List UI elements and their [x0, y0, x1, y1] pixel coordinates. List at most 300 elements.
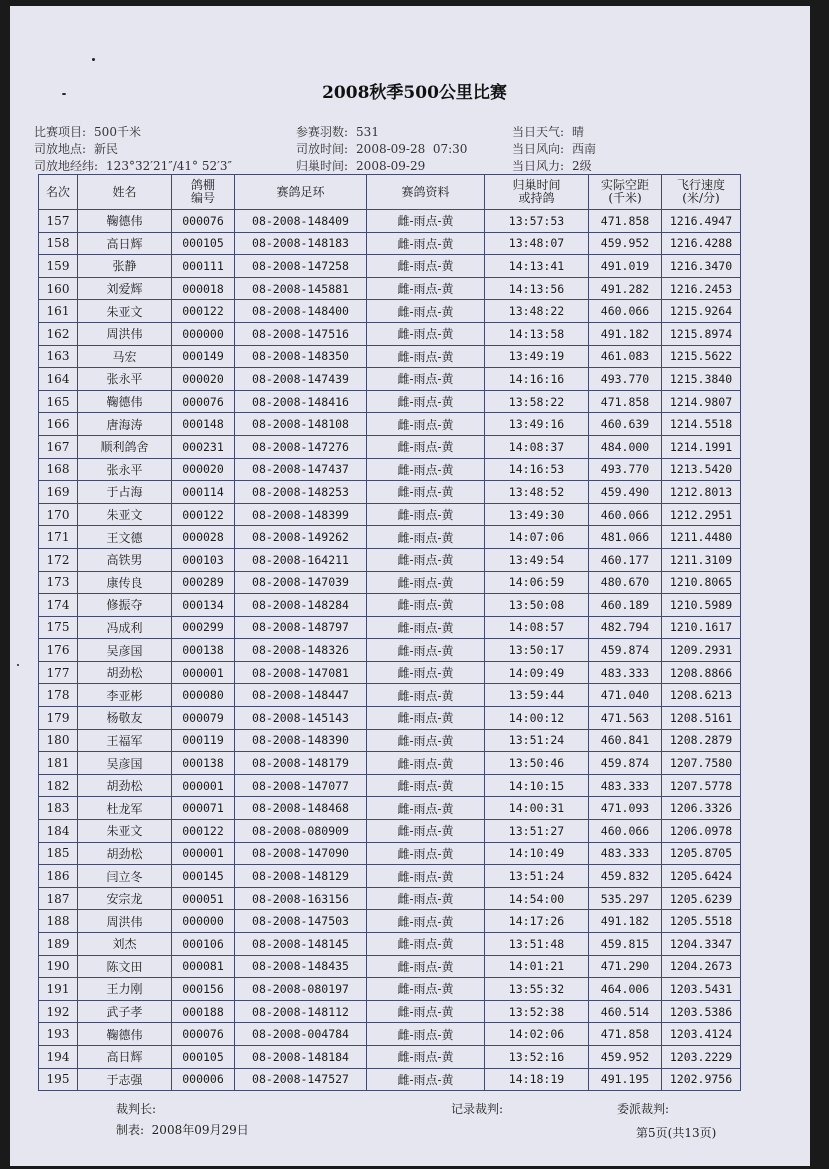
name-cell: 康传良: [78, 571, 172, 594]
table-row: [39, 820, 741, 843]
wind-direction-value: 西南: [572, 142, 597, 156]
desc-cell: 雌-雨点-黄: [367, 458, 485, 481]
time-cell: 13:59:44: [485, 684, 589, 707]
distance-cell: 471.858: [589, 210, 662, 233]
speed-header-line2: (米/分): [682, 191, 720, 205]
ring-cell: 08-2008-148112: [235, 1000, 367, 1023]
name-cell: 冯成利: [78, 616, 172, 639]
rank-cell: 191: [39, 978, 78, 1001]
time-cell: 14:18:19: [485, 1068, 589, 1091]
speed-cell: 1207.7580: [662, 752, 741, 775]
name-cell: 顺利鸽舍: [78, 435, 172, 458]
distance-cell: 460.514: [589, 1000, 662, 1023]
distance-cell: 459.490: [589, 481, 662, 504]
speed-cell: 1214.1991: [662, 435, 741, 458]
ring-cell: 08-2008-148400: [235, 300, 367, 323]
time-cell: 13:51:24: [485, 865, 589, 888]
time-header-line2: 或持鸽: [518, 191, 555, 205]
ring-cell: 08-2008-080197: [235, 978, 367, 1001]
rank-cell: 193: [39, 1023, 78, 1046]
loft-cell: 000006: [172, 1068, 235, 1091]
time-cell: 13:50:08: [485, 594, 589, 617]
time-cell: 13:49:19: [485, 345, 589, 368]
time-cell: 13:50:46: [485, 752, 589, 775]
ring-cell: 08-2008-148447: [235, 684, 367, 707]
speed-cell: 1204.3347: [662, 933, 741, 956]
ring-cell: 08-2008-148797: [235, 616, 367, 639]
time-header-line1: 归巢时间: [512, 178, 561, 192]
desc-cell: 雌-雨点-黄: [367, 1023, 485, 1046]
ring-cell: 08-2008-148253: [235, 481, 367, 504]
desc-cell: 雌-雨点-黄: [367, 639, 485, 662]
table-row: [39, 684, 741, 707]
name-cell: 杜龙军: [78, 797, 172, 820]
speed-cell: 1203.2229: [662, 1045, 741, 1068]
name-cell: 周洪伟: [78, 910, 172, 933]
ring-cell: 08-2008-148350: [235, 345, 367, 368]
distance-cell: 459.874: [589, 639, 662, 662]
rank-cell: 159: [39, 255, 78, 278]
time-cell: 14:02:06: [485, 1023, 589, 1046]
name-cell: 鞠德伟: [78, 390, 172, 413]
distance-cell: 481.066: [589, 526, 662, 549]
loft-cell: 000148: [172, 413, 235, 436]
time-cell: 14:13:56: [485, 277, 589, 300]
page-number: 第5页(共13页): [636, 1126, 717, 1140]
desc-cell: 雌-雨点-黄: [367, 232, 485, 255]
distance-cell: 471.040: [589, 684, 662, 707]
distance-cell: 460.189: [589, 594, 662, 617]
release-time-value: 2008-09-28 07:30: [356, 142, 468, 156]
name-cell: 唐海涛: [78, 413, 172, 436]
rank-cell: 158: [39, 232, 78, 255]
time-cell: 13:49:30: [485, 503, 589, 526]
ring-cell: 08-2008-148326: [235, 639, 367, 662]
rank-cell: 180: [39, 729, 78, 752]
ring-cell: 08-2008-148409: [235, 210, 367, 233]
ring-cell: 08-2008-148390: [235, 729, 367, 752]
desc-cell: 雌-雨点-黄: [367, 842, 485, 865]
desc-cell: 雌-雨点-黄: [367, 526, 485, 549]
distance-cell: 471.563: [589, 707, 662, 730]
time-cell: 14:08:57: [485, 616, 589, 639]
distance-header: [589, 175, 662, 210]
loft-cell: 000122: [172, 300, 235, 323]
ring-cell: 08-2008-147077: [235, 774, 367, 797]
coords-info: [34, 157, 232, 174]
ring-cell: 08-2008-148183: [235, 232, 367, 255]
results-table: [38, 174, 741, 1091]
name-cell: 朱亚文: [78, 820, 172, 843]
distance-cell: 491.282: [589, 277, 662, 300]
speed-cell: 1214.9807: [662, 390, 741, 413]
distance-cell: 493.770: [589, 368, 662, 391]
desc-cell: 雌-雨点-黄: [367, 503, 485, 526]
ring-cell: 08-2008-148468: [235, 797, 367, 820]
speed-cell: 1212.8013: [662, 481, 741, 504]
made-by-date: 制表: 2008年09月29日: [116, 1123, 249, 1137]
rank-cell: 169: [39, 481, 78, 504]
loft-cell: 000122: [172, 503, 235, 526]
desc-cell: 雌-雨点-黄: [367, 345, 485, 368]
name-cell: 周洪伟: [78, 322, 172, 345]
loft-cell: 000081: [172, 955, 235, 978]
time-cell: 14:17:26: [485, 910, 589, 933]
loft-cell: 000105: [172, 1045, 235, 1068]
distance-cell: 461.083: [589, 345, 662, 368]
rank-cell: 170: [39, 503, 78, 526]
loft-cell: 000289: [172, 571, 235, 594]
desc-cell: 雌-雨点-黄: [367, 277, 485, 300]
desc-cell: 雌-雨点-黄: [367, 797, 485, 820]
speed-cell: 1208.8866: [662, 661, 741, 684]
rank-cell: 185: [39, 842, 78, 865]
speed-cell: 1212.2951: [662, 503, 741, 526]
distance-cell: 471.858: [589, 390, 662, 413]
speed-cell: 1215.5622: [662, 345, 741, 368]
wind-direction-label: 当日风向:: [512, 142, 565, 156]
time-cell: 14:16:53: [485, 458, 589, 481]
time-cell: 14:10:49: [485, 842, 589, 865]
table-row: [39, 232, 741, 255]
name-cell: 于志强: [78, 1068, 172, 1091]
event-value: 500千米: [94, 125, 141, 139]
name-cell: 胡劲松: [78, 842, 172, 865]
time-cell: 13:48:07: [485, 232, 589, 255]
desc-cell: 雌-雨点-黄: [367, 548, 485, 571]
rank-cell: 192: [39, 1000, 78, 1023]
weather-info: [512, 123, 584, 140]
loft-header-line2: 编号: [190, 191, 215, 205]
rank-cell: 190: [39, 955, 78, 978]
ring-cell: 08-2008-148435: [235, 955, 367, 978]
loft-cell: 000145: [172, 865, 235, 888]
name-cell: 王文德: [78, 526, 172, 549]
table-row: [39, 548, 741, 571]
ring-cell: 08-2008-147258: [235, 255, 367, 278]
chief-judge-label: 裁判长:: [116, 1102, 157, 1116]
table-row: [39, 368, 741, 391]
desc-header: 赛鸽资料: [367, 175, 485, 210]
time-cell: 13:49:54: [485, 548, 589, 571]
ring-cell: 08-2008-163156: [235, 887, 367, 910]
speed-cell: 1213.5420: [662, 458, 741, 481]
name-cell: 高日辉: [78, 1045, 172, 1068]
table-row: [39, 616, 741, 639]
desc-cell: 雌-雨点-黄: [367, 955, 485, 978]
table-row: [39, 1000, 741, 1023]
desc-cell: 雌-雨点-黄: [367, 1045, 485, 1068]
loft-header-line1: 鸽棚: [190, 178, 215, 192]
rank-header: 名次: [39, 175, 78, 210]
table-row: [39, 955, 741, 978]
table-row: [39, 729, 741, 752]
event-info: [34, 123, 141, 140]
speed-cell: 1210.8065: [662, 571, 741, 594]
ring-cell: 08-2008-148399: [235, 503, 367, 526]
ring-cell: 08-2008-147437: [235, 458, 367, 481]
loft-cell: 000018: [172, 277, 235, 300]
name-cell: 高铁男: [78, 548, 172, 571]
rank-cell: 189: [39, 933, 78, 956]
rank-cell: 165: [39, 390, 78, 413]
rank-cell: 174: [39, 594, 78, 617]
desc-cell: 雌-雨点-黄: [367, 368, 485, 391]
ring-cell: 08-2008-004784: [235, 1023, 367, 1046]
distance-cell: 491.019: [589, 255, 662, 278]
distance-cell: 480.670: [589, 571, 662, 594]
name-cell: 李亚彬: [78, 684, 172, 707]
speed-header: [662, 175, 741, 210]
time-cell: 14:16:16: [485, 368, 589, 391]
name-cell: 鞠德伟: [78, 210, 172, 233]
speed-cell: 1206.0978: [662, 820, 741, 843]
loft-cell: 000103: [172, 548, 235, 571]
document-title: 2008秋季500公里比赛: [322, 83, 507, 103]
weather-label: 当日天气:: [512, 125, 565, 139]
loft-cell: 000020: [172, 368, 235, 391]
speed-cell: 1211.3109: [662, 548, 741, 571]
speed-cell: 1210.5989: [662, 594, 741, 617]
ring-cell: 08-2008-148145: [235, 933, 367, 956]
table-row: [39, 887, 741, 910]
distance-cell: 483.333: [589, 774, 662, 797]
time-cell: 14:06:59: [485, 571, 589, 594]
rank-cell: 166: [39, 413, 78, 436]
distance-cell: 459.832: [589, 865, 662, 888]
ring-cell: 08-2008-145881: [235, 277, 367, 300]
distance-cell: 459.952: [589, 232, 662, 255]
table-row: [39, 255, 741, 278]
speed-cell: 1202.9756: [662, 1068, 741, 1091]
rank-cell: 163: [39, 345, 78, 368]
ring-cell: 08-2008-148108: [235, 413, 367, 436]
loft-cell: 000080: [172, 684, 235, 707]
speed-header-line1: 飞行速度: [676, 178, 725, 192]
loft-cell: 000138: [172, 752, 235, 775]
time-cell: 14:10:15: [485, 774, 589, 797]
time-cell: 14:54:00: [485, 887, 589, 910]
rank-cell: 162: [39, 322, 78, 345]
appointed-judge-label: 委派裁判:: [617, 1102, 670, 1116]
table-row: [39, 390, 741, 413]
desc-cell: 雌-雨点-黄: [367, 1068, 485, 1091]
rank-cell: 179: [39, 707, 78, 730]
distance-cell: 493.770: [589, 458, 662, 481]
speed-cell: 1209.2931: [662, 639, 741, 662]
loft-cell: 000020: [172, 458, 235, 481]
rank-cell: 161: [39, 300, 78, 323]
loft-cell: 000079: [172, 707, 235, 730]
rank-cell: 187: [39, 887, 78, 910]
ring-cell: 08-2008-147039: [235, 571, 367, 594]
rank-cell: 160: [39, 277, 78, 300]
distance-cell: 459.952: [589, 1045, 662, 1068]
distance-cell: 471.290: [589, 955, 662, 978]
distance-cell: 460.066: [589, 300, 662, 323]
rank-cell: 157: [39, 210, 78, 233]
wind-direction-info: [512, 140, 596, 157]
desc-cell: 雌-雨点-黄: [367, 390, 485, 413]
name-cell: 刘杰: [78, 933, 172, 956]
distance-cell: 460.066: [589, 503, 662, 526]
wind-force-info: [512, 157, 592, 174]
name-cell: 张静: [78, 255, 172, 278]
time-cell: 13:52:16: [485, 1045, 589, 1068]
table-row: [39, 526, 741, 549]
time-cell: 13:51:24: [485, 729, 589, 752]
distance-header-line2: (千米): [608, 191, 642, 205]
rank-cell: 175: [39, 616, 78, 639]
time-cell: 14:13:58: [485, 322, 589, 345]
table-row: [39, 933, 741, 956]
name-cell: 修振夺: [78, 594, 172, 617]
name-cell: 刘爱辉: [78, 277, 172, 300]
loft-cell: 000188: [172, 1000, 235, 1023]
desc-cell: 雌-雨点-黄: [367, 210, 485, 233]
name-cell: 杨敬友: [78, 707, 172, 730]
name-cell: 胡劲松: [78, 661, 172, 684]
loft-cell: 000071: [172, 797, 235, 820]
loft-cell: 000134: [172, 594, 235, 617]
time-cell: 14:13:41: [485, 255, 589, 278]
desc-cell: 雌-雨点-黄: [367, 820, 485, 843]
desc-cell: 雌-雨点-黄: [367, 594, 485, 617]
rank-cell: 171: [39, 526, 78, 549]
table-header-row: [39, 175, 741, 210]
speed-cell: 1205.5518: [662, 910, 741, 933]
ring-cell: 08-2008-164211: [235, 548, 367, 571]
time-cell: 13:52:38: [485, 1000, 589, 1023]
table-row: [39, 210, 741, 233]
table-row: [39, 277, 741, 300]
entries-info: [296, 123, 379, 140]
desc-cell: 雌-雨点-黄: [367, 774, 485, 797]
ring-cell: 08-2008-148184: [235, 1045, 367, 1068]
desc-cell: 雌-雨点-黄: [367, 300, 485, 323]
name-header: 姓名: [78, 175, 172, 210]
table-row: [39, 322, 741, 345]
table-row: [39, 842, 741, 865]
desc-cell: 雌-雨点-黄: [367, 933, 485, 956]
rank-cell: 168: [39, 458, 78, 481]
ring-cell: 08-2008-147527: [235, 1068, 367, 1091]
time-cell: 13:57:53: [485, 210, 589, 233]
loft-header: [172, 175, 235, 210]
table-row: [39, 707, 741, 730]
loft-cell: 000001: [172, 842, 235, 865]
loft-cell: 000119: [172, 729, 235, 752]
distance-cell: 460.639: [589, 413, 662, 436]
time-cell: 14:01:21: [485, 955, 589, 978]
table-row: [39, 910, 741, 933]
rank-cell: 182: [39, 774, 78, 797]
name-cell: 安宗龙: [78, 887, 172, 910]
desc-cell: 雌-雨点-黄: [367, 435, 485, 458]
speed-cell: 1214.5518: [662, 413, 741, 436]
loft-cell: 000111: [172, 255, 235, 278]
time-cell: 13:48:22: [485, 300, 589, 323]
desc-cell: 雌-雨点-黄: [367, 616, 485, 639]
coords-label: 司放地经纬:: [34, 159, 99, 173]
speed-cell: 1216.3470: [662, 255, 741, 278]
release-place-value: 新民: [94, 142, 119, 156]
loft-cell: 000114: [172, 481, 235, 504]
table-row: [39, 1023, 741, 1046]
loft-cell: 000156: [172, 978, 235, 1001]
table-row: [39, 435, 741, 458]
loft-cell: 000051: [172, 887, 235, 910]
distance-cell: 459.874: [589, 752, 662, 775]
rank-cell: 188: [39, 910, 78, 933]
table-row: [39, 865, 741, 888]
distance-cell: 460.841: [589, 729, 662, 752]
release-place-label: 司放地点:: [34, 142, 87, 156]
loft-cell: 000231: [172, 435, 235, 458]
rank-cell: 172: [39, 548, 78, 571]
table-row: [39, 797, 741, 820]
table-row: [39, 978, 741, 1001]
time-cell: 13:55:32: [485, 978, 589, 1001]
speed-cell: 1205.6424: [662, 865, 741, 888]
rank-cell: 176: [39, 639, 78, 662]
loft-cell: 000001: [172, 661, 235, 684]
table-row: [39, 345, 741, 368]
rank-cell: 184: [39, 820, 78, 843]
loft-cell: 000076: [172, 1023, 235, 1046]
ring-cell: 08-2008-147090: [235, 842, 367, 865]
name-cell: 陈文田: [78, 955, 172, 978]
table-row: [39, 661, 741, 684]
name-cell: 吴彦国: [78, 639, 172, 662]
name-cell: 马宏: [78, 345, 172, 368]
event-label: 比赛项目:: [34, 125, 87, 139]
ring-cell: 08-2008-080909: [235, 820, 367, 843]
distance-cell: 535.297: [589, 887, 662, 910]
speed-cell: 1210.1617: [662, 616, 741, 639]
desc-cell: 雌-雨点-黄: [367, 684, 485, 707]
desc-cell: 雌-雨点-黄: [367, 661, 485, 684]
loft-cell: 000106: [172, 933, 235, 956]
distance-cell: 483.333: [589, 842, 662, 865]
desc-cell: 雌-雨点-黄: [367, 887, 485, 910]
table-row: [39, 1068, 741, 1091]
ring-cell: 08-2008-147439: [235, 368, 367, 391]
return-time-label: 归巢时间:: [296, 159, 349, 173]
ring-cell: 08-2008-145143: [235, 707, 367, 730]
distance-cell: 491.182: [589, 322, 662, 345]
wind-force-value: 2级: [572, 159, 592, 173]
loft-cell: 000138: [172, 639, 235, 662]
ring-header: 赛鸽足环: [235, 175, 367, 210]
time-header: [485, 175, 589, 210]
speed-cell: 1207.5778: [662, 774, 741, 797]
table-row: [39, 413, 741, 436]
wind-force-label: 当日风力:: [512, 159, 565, 173]
name-cell: 朱亚文: [78, 503, 172, 526]
distance-cell: 491.195: [589, 1068, 662, 1091]
distance-cell: 483.333: [589, 661, 662, 684]
speed-cell: 1215.9264: [662, 300, 741, 323]
time-cell: 13:48:52: [485, 481, 589, 504]
speed-cell: 1203.5431: [662, 978, 741, 1001]
desc-cell: 雌-雨点-黄: [367, 413, 485, 436]
time-cell: 13:51:48: [485, 933, 589, 956]
ring-cell: 08-2008-147516: [235, 322, 367, 345]
speed-cell: 1215.3840: [662, 368, 741, 391]
weather-value: 晴: [572, 125, 585, 139]
name-cell: 吴彦国: [78, 752, 172, 775]
